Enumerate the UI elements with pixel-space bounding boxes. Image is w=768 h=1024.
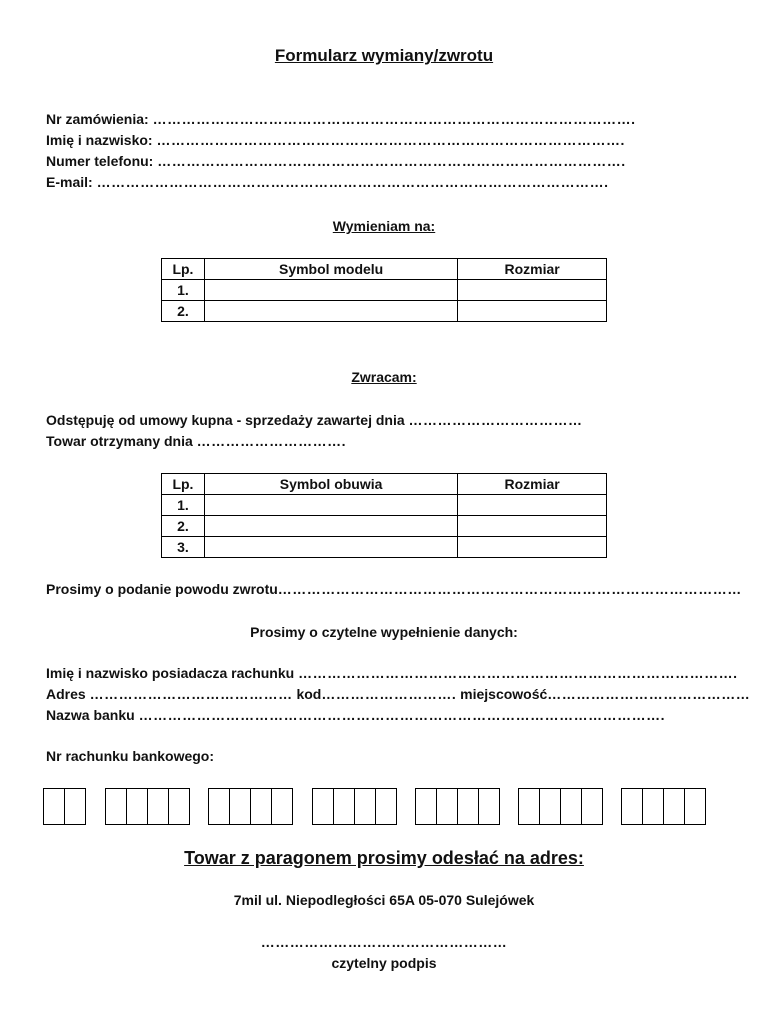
table-header-size: Rozmiar	[458, 474, 607, 495]
row-number: 1.	[162, 280, 205, 301]
legible-note: Prosimy o czytelne wypełnienie danych:	[250, 624, 518, 640]
account-digit-box[interactable]	[43, 788, 64, 825]
table-row	[162, 495, 607, 516]
return-reason-field[interactable]	[46, 581, 742, 597]
account-group-2	[105, 788, 190, 824]
account-digit-box[interactable]	[539, 788, 560, 825]
withdraw-label: Odstępuję od umowy kupna - sprzedaży zawartej dnia	[46, 412, 405, 428]
return-reason-label: Prosimy o podanie powodu zwrotu	[46, 581, 278, 597]
received-label: Towar otrzymany dnia	[46, 433, 193, 449]
exchange-table	[161, 258, 607, 322]
account-holder-dots: ……………………………………………………………………………….	[298, 665, 738, 681]
shipping-address: 7mil ul. Niepodległości 65A 05-070 Sulejówek	[233, 892, 535, 908]
row-number: 1.	[162, 495, 205, 516]
order-number-label: Nr zamówienia:	[46, 111, 149, 127]
account-digit-box[interactable]	[126, 788, 147, 825]
row-number: 2.	[162, 301, 205, 322]
account-digit-box[interactable]	[105, 788, 126, 825]
account-holder-label: Imię i nazwisko posiadacza rachunku	[46, 665, 295, 681]
shoe-symbol-cell[interactable]	[204, 516, 457, 537]
full-name-label: Imię i nazwisko:	[46, 132, 153, 148]
account-holder-field[interactable]	[46, 665, 737, 681]
account-digit-box[interactable]	[208, 788, 229, 825]
account-digit-box[interactable]	[415, 788, 436, 825]
account-digit-box[interactable]	[312, 788, 333, 825]
account-number-label: Nr rachunku bankowego:	[46, 748, 215, 764]
size-cell[interactable]	[458, 537, 607, 558]
postal-code-dots: ……………………….	[321, 686, 457, 702]
table-header-lp: Lp.	[162, 259, 205, 280]
withdraw-dots: ………………………………	[408, 412, 583, 428]
account-digit-box[interactable]	[168, 788, 190, 825]
return-heading: Zwracam:	[351, 369, 417, 385]
table-row	[162, 301, 607, 322]
email-dots: …………………………………………………………………………………………….	[96, 174, 609, 190]
row-number: 2.	[162, 516, 205, 537]
table-header-model: Symbol modelu	[204, 259, 457, 280]
table-row	[162, 280, 607, 301]
shoe-symbol-cell[interactable]	[204, 537, 457, 558]
table-header-row	[162, 259, 607, 280]
account-digit-box[interactable]	[271, 788, 293, 825]
email-field[interactable]	[46, 174, 608, 190]
account-group-6	[518, 788, 603, 824]
account-digit-box[interactable]	[684, 788, 706, 825]
account-digit-box[interactable]	[375, 788, 397, 825]
table-header-size: Rozmiar	[458, 259, 607, 280]
postal-code-label: kod	[296, 686, 322, 702]
signature-label: czytelny podpis	[331, 955, 437, 971]
account-digit-box[interactable]	[518, 788, 539, 825]
table-header-row	[162, 474, 607, 495]
account-digit-box[interactable]	[64, 788, 86, 825]
table-row	[162, 516, 607, 537]
account-digit-box[interactable]	[436, 788, 457, 825]
account-digit-box[interactable]	[457, 788, 478, 825]
signature-line[interactable]: ……………………………………………	[260, 934, 508, 950]
bank-name-label: Nazwa banku	[46, 707, 135, 723]
account-digit-box[interactable]	[147, 788, 168, 825]
account-digit-box[interactable]	[621, 788, 642, 825]
phone-label: Numer telefonu:	[46, 153, 154, 169]
address-dots: ……………………………………	[89, 686, 293, 702]
account-group-4	[312, 788, 397, 824]
size-cell[interactable]	[458, 516, 607, 537]
model-cell[interactable]	[204, 301, 457, 322]
phone-field[interactable]	[46, 153, 626, 169]
full-name-dots: …………………………………………………………………………………….	[156, 132, 625, 148]
account-digit-box[interactable]	[229, 788, 250, 825]
received-date-field[interactable]	[46, 433, 346, 449]
exchange-heading: Wymieniam na:	[332, 218, 436, 234]
return-table	[161, 473, 607, 558]
phone-dots: …………………………………………………………………………………….	[157, 153, 626, 169]
city-label: miejscowość	[460, 686, 548, 702]
bank-name-dots: ……………………………………………………………………………………………….	[138, 707, 665, 723]
full-name-field[interactable]	[46, 132, 625, 148]
order-number-field[interactable]	[46, 111, 635, 127]
shoe-symbol-cell[interactable]	[204, 495, 457, 516]
account-digit-box[interactable]	[354, 788, 375, 825]
city-dots: ……………………………………	[547, 686, 751, 702]
address-label: Adres	[46, 686, 86, 702]
model-cell[interactable]	[204, 280, 457, 301]
account-digit-box[interactable]	[663, 788, 684, 825]
received-dots: ………………………….	[196, 433, 347, 449]
account-digit-box[interactable]	[560, 788, 581, 825]
shipping-heading: Towar z paragonem prosimy odesłać na adres:	[184, 848, 584, 868]
address-row[interactable]	[46, 686, 750, 702]
order-number-dots: ……………………………………………………………………………………….	[152, 111, 636, 127]
account-digit-box[interactable]	[581, 788, 603, 825]
account-digit-box[interactable]	[478, 788, 500, 825]
account-digit-box[interactable]	[250, 788, 271, 825]
table-row	[162, 537, 607, 558]
email-label: E-mail:	[46, 174, 93, 190]
size-cell[interactable]	[458, 280, 607, 301]
account-group-3	[208, 788, 293, 824]
withdraw-date-field[interactable]	[46, 412, 583, 428]
table-header-lp: Lp.	[162, 474, 205, 495]
return-reason-dots: ……………………………………………………………………………………	[277, 581, 742, 597]
account-group-1	[43, 788, 86, 824]
account-group-7	[621, 788, 706, 824]
size-cell[interactable]	[458, 301, 607, 322]
form-title: Formularz wymiany/zwrotu	[274, 46, 494, 65]
account-digit-box[interactable]	[333, 788, 354, 825]
size-cell[interactable]	[458, 495, 607, 516]
account-group-5	[415, 788, 500, 824]
row-number: 3.	[162, 537, 205, 558]
table-header-shoe-symbol: Symbol obuwia	[204, 474, 457, 495]
account-digit-box[interactable]	[642, 788, 663, 825]
bank-name-field[interactable]	[46, 707, 665, 723]
